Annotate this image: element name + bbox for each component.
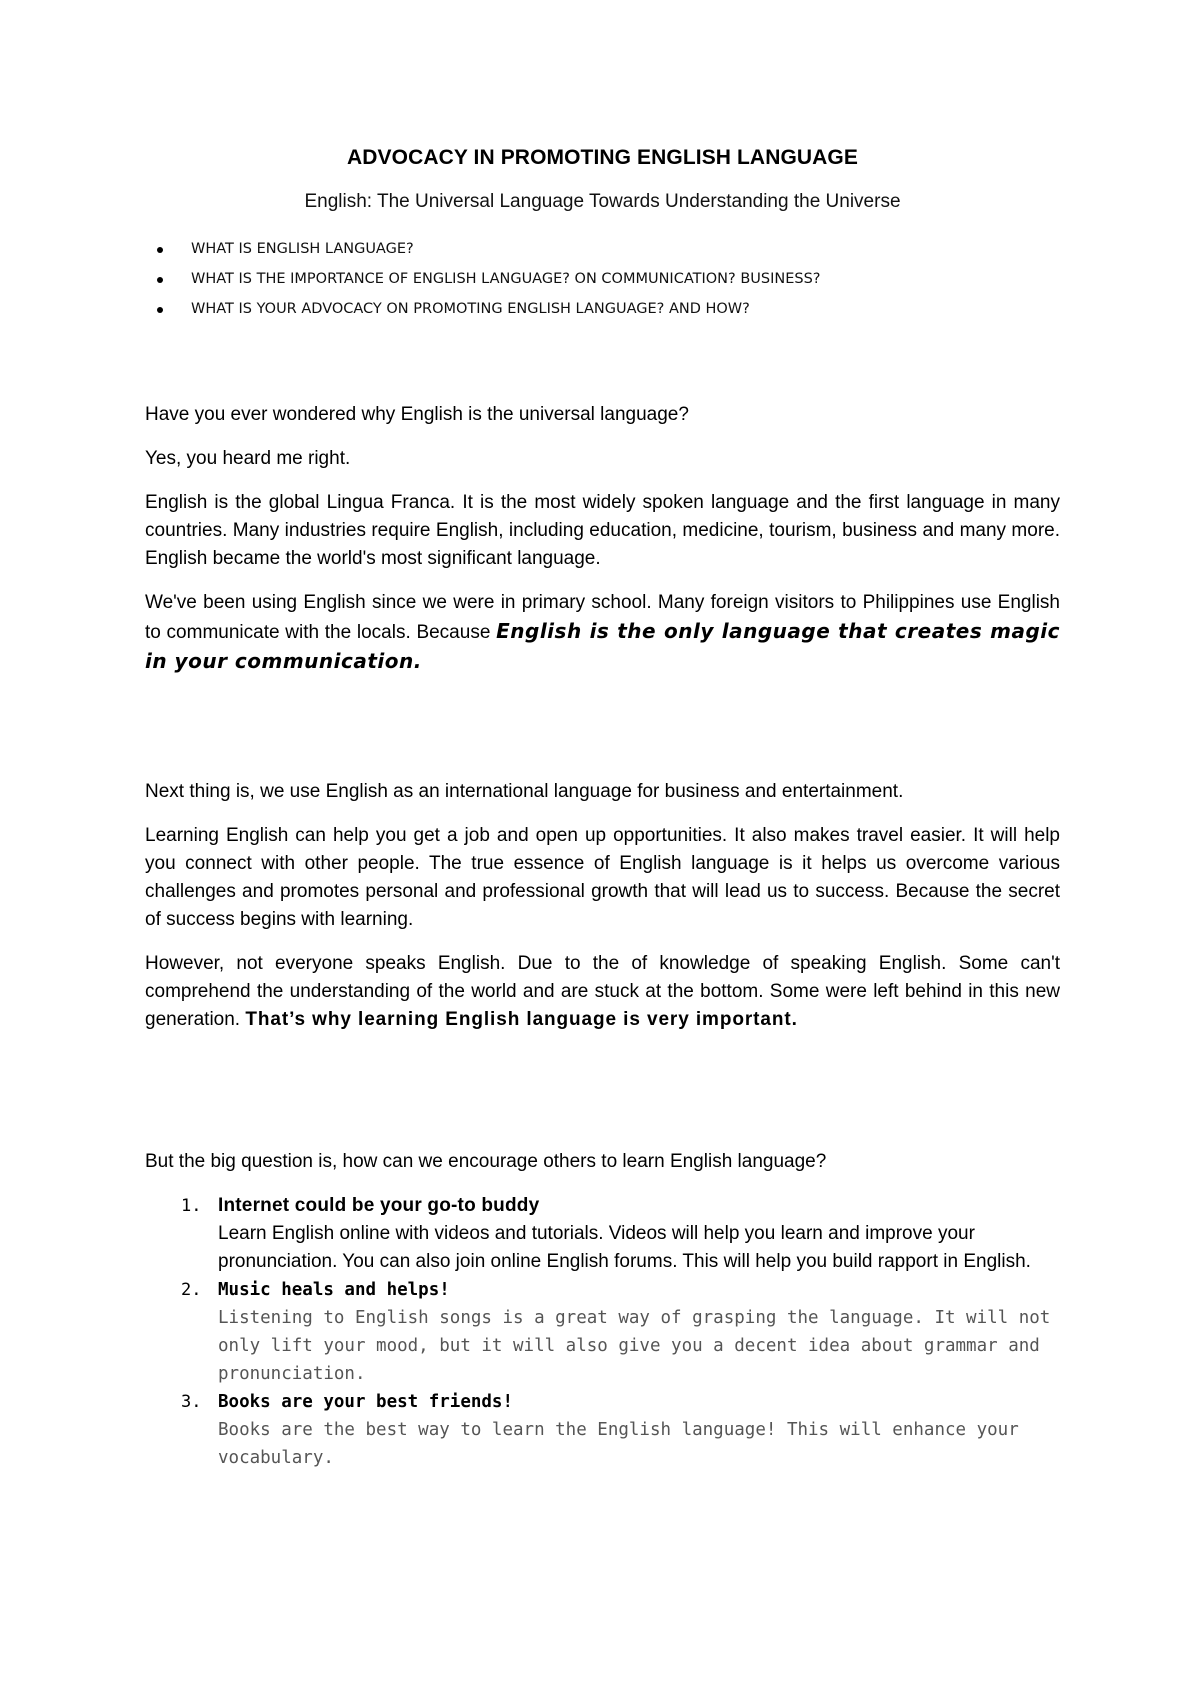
tip-body: Listening to English songs is a great way of grasping the language. It will not only lift your mood, but it will also give you a decent idea about grammar and pronunciation.	[218, 1308, 1051, 1384]
paragraph-challenges	[145, 950, 1060, 1034]
tip-item	[181, 1276, 1060, 1388]
tip-heading: Internet could be your go-to buddy	[218, 1195, 540, 1216]
question-item: WHAT IS THE IMPORTANCE OF ENGLISH LANGUAGE? ON COMMUNICATION? BUSINESS?	[191, 264, 1060, 294]
paragraph-business: Next thing is, we use English as an international language for business and entertainment.	[145, 781, 904, 802]
tip-body: Books are the best way to learn the English language! This will enhance your vocabulary.	[218, 1420, 1019, 1468]
paragraph-opportunities: Learning English can help you get a job and open up opportunities. It also makes travel easier. It will help you connect with other people. The true essence of English language is it helps us overcome various challenges and promotes personal and professional growth that will lead us to success. Because the secret of success begins with learning.	[145, 825, 1060, 930]
tip-heading: Music heals and helps!	[218, 1280, 450, 1300]
paragraph-big-question: But the big question is, how can we encourage others to learn English language?	[145, 1151, 827, 1172]
paragraph-affirmation: Yes, you heard me right.	[145, 448, 351, 469]
paragraph-primary-school	[145, 589, 1060, 677]
emphasis-text: English is the only language that creates magic in your communication.	[145, 619, 1060, 673]
document-subtitle: English: The Universal Language Towards Understanding the Universe	[304, 191, 901, 212]
tip-heading: Books are your best friends!	[218, 1392, 514, 1412]
tip-number: 2.	[181, 1280, 202, 1300]
paragraph-text: We've been using English since we were in primary school. Many foreign visitors to Philippines use English to communicate with the locals. Because	[145, 592, 1060, 643]
document-title: ADVOCACY IN PROMOTING ENGLISH LANGUAGE	[347, 146, 858, 169]
emphasis-text: That’s why learning English language is very important.	[245, 1009, 798, 1030]
document-body	[145, 146, 1060, 1472]
tip-number: 1.	[181, 1196, 202, 1216]
paragraph-text: However, not everyone speaks English. Due to the of knowledge of speaking English. Some can't comprehend the understanding of the world and are stuck at the bottom. Some were left behind in this new generation.	[145, 953, 1060, 1030]
paragraph-lingua-franca: English is the global Lingua Franca. It is the most widely spoken language and the first language in many countries. Many industries require English, including education, medicine, tourism, business and many more. English became the world's most significant language.	[145, 492, 1060, 569]
question-list	[145, 234, 1060, 324]
tip-item	[181, 1192, 1060, 1276]
tip-number: 3.	[181, 1392, 202, 1412]
tips-list	[145, 1192, 1060, 1472]
question-item: WHAT IS YOUR ADVOCACY ON PROMOTING ENGLISH LANGUAGE? AND HOW?	[191, 294, 1060, 324]
tip-body: Learn English online with videos and tutorials. Videos will help you learn and improve your pronunciation. You can also join online English forums. This will help you build rapport in English.	[218, 1223, 1031, 1272]
paragraph-intro-question: Have you ever wondered why English is the universal language?	[145, 404, 689, 425]
question-item: WHAT IS ENGLISH LANGUAGE?	[191, 234, 1060, 264]
tip-item	[181, 1388, 1060, 1472]
